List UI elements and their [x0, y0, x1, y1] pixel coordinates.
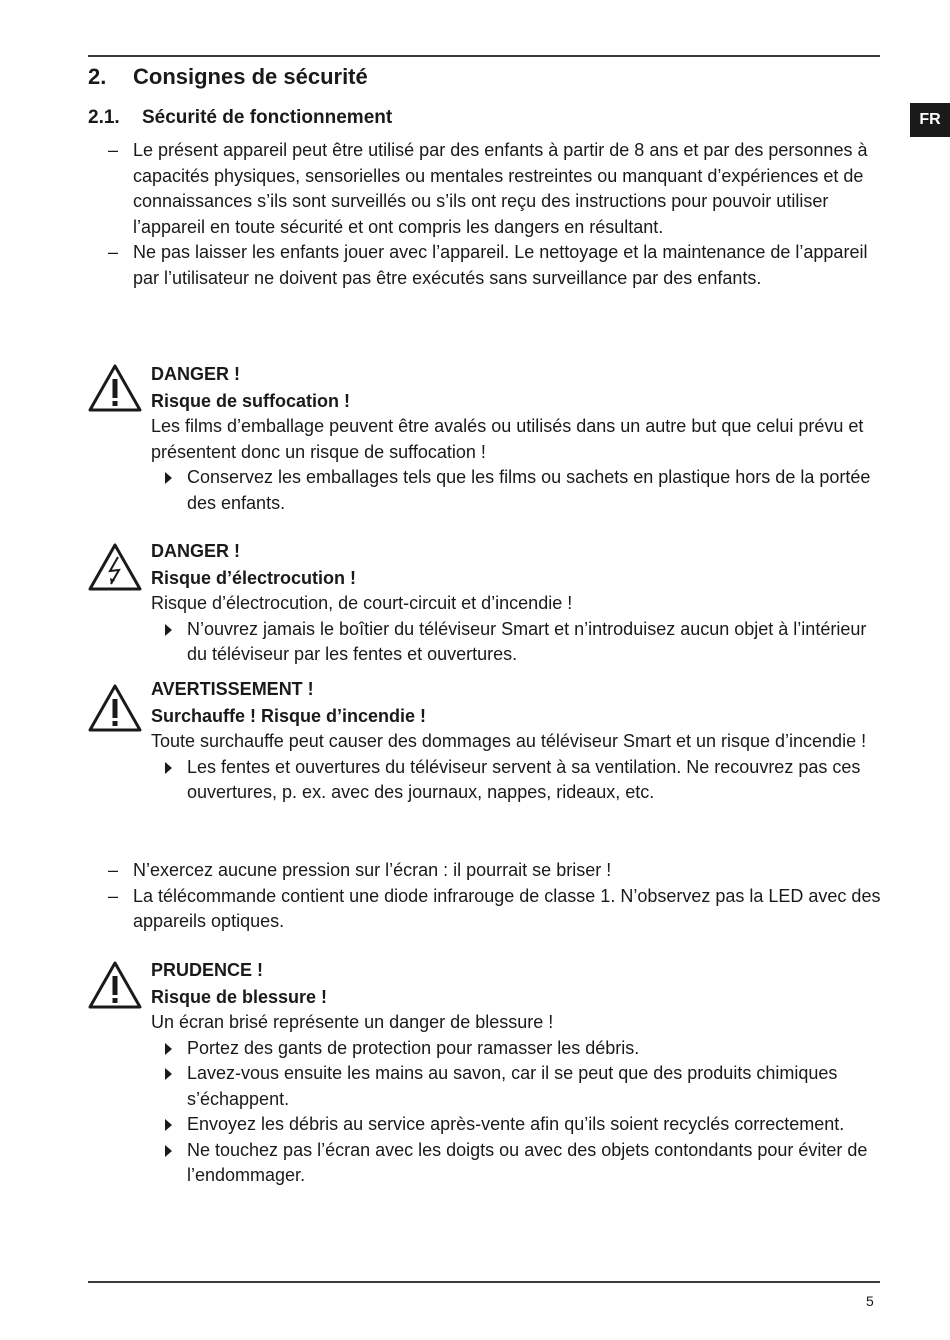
section-title: Consignes de sécurité [133, 64, 368, 89]
warning-body [151, 676, 886, 806]
warning-description: Toute surchauffe peut causer des dommages au téléviseur Smart et un risque d’incendie ! [151, 731, 867, 751]
list-item-text: Ne pas laisser les enfants jouer avec l’appareil. Le nettoyage et la maintenance de l’appareil par l’utilisateur ne doivent pas être exécutés sans surveillance par des enfants. [133, 242, 868, 288]
warning-description: Un écran brisé représente un danger de blessure ! [151, 1012, 554, 1032]
warning-bullets [151, 465, 886, 516]
arrow-bullet-icon [165, 472, 172, 484]
safety-list-2 [108, 858, 888, 935]
warning-bullets [151, 1036, 886, 1189]
bottom-rule [88, 1281, 880, 1283]
bullet-text: Ne touchez pas l’écran avec les doigts ou avec des objets contondants pour éviter de l’endommager. [187, 1139, 868, 1185]
bullet-text: Portez des gants de protection pour ramasser les débris. [187, 1037, 640, 1058]
list-item [108, 858, 888, 884]
list-item [108, 884, 888, 935]
bullet-text: Les fentes et ouvertures du téléviseur servent à sa ventilation. Ne recouvrez pas ces ouvertures, p. ex. avec des journaux, nappes, rideaux, etc. [187, 756, 861, 802]
bullet-item [151, 617, 886, 668]
dash-marker: – [108, 242, 119, 262]
warning-label: AVERTISSEMENT ! [151, 679, 314, 699]
warning-label: DANGER ! [151, 364, 240, 384]
language-tab: FR [910, 103, 950, 137]
section-number: 2. [88, 64, 107, 89]
electric-shock-warning-icon [88, 543, 142, 591]
bullet-item [151, 1061, 886, 1112]
warning-body [151, 957, 886, 1189]
arrow-bullet-icon [165, 1043, 172, 1055]
warning-subtitle: Risque d’électrocution ! [151, 567, 357, 588]
list-item [108, 138, 888, 240]
bullet-item [151, 465, 886, 516]
arrow-bullet-icon [165, 1068, 172, 1080]
top-rule [88, 55, 880, 57]
warning-body [151, 361, 886, 516]
warning-subtitle: Risque de suffocation ! [151, 390, 351, 411]
list-item-text: La télécommande contient une diode infrarouge de classe 1. N’observez pas la LED avec des appareils optiques. [133, 885, 881, 931]
safety-list-1 [108, 138, 888, 291]
bullet-item [151, 1036, 886, 1062]
subsection-number: 2.1. [88, 107, 120, 128]
arrow-bullet-icon [165, 1119, 172, 1131]
section-heading [88, 61, 368, 93]
warning-bullets [151, 617, 886, 668]
arrow-bullet-icon [165, 1145, 172, 1157]
bullet-item [151, 755, 886, 806]
exclamation-warning-icon [88, 961, 142, 1009]
arrow-bullet-icon [165, 762, 172, 774]
exclamation-warning-icon [88, 364, 142, 412]
arrow-bullet-icon [165, 624, 172, 636]
warning-subtitle: Surchauffe ! Risque d’incendie ! [151, 705, 427, 726]
bullet-text: Lavez-vous ensuite les mains au savon, car il se peut que des produits chimiques s’échappent. [187, 1063, 838, 1109]
bullet-text: Envoyez les débris au service après-vente afin qu’ils soient recyclés correctement. [187, 1114, 845, 1134]
warning-description: Les films d’emballage peuvent être avalés ou utilisés dans un autre but que celui prévu et présentent donc un risque de suffocation ! [151, 416, 864, 462]
list-item-text: N’exercez aucune pression sur l’écran : il pourrait se briser ! [133, 860, 612, 880]
bullet-item [151, 1112, 886, 1138]
list-item-text: Le présent appareil peut être utilisé par des enfants à partir de 8 ans et par des personnes à capacités physiques, sensorielles ou mentales restreintes ou manquant d’expériences et de connaissances s’ils sont surveillés ou s’ils ont reçu des instructions pour pouvoir utiliser l’appareil en toute sécurité et ont compris les dangers en résultant. [133, 140, 868, 237]
bullet-item [151, 1138, 886, 1189]
list-item [108, 240, 888, 291]
dash-marker: – [108, 885, 119, 906]
warning-label: DANGER ! [151, 541, 240, 561]
exclamation-warning-icon [88, 684, 142, 732]
dash-marker: – [108, 140, 119, 160]
warning-subtitle: Risque de blessure ! [151, 986, 328, 1007]
subsection-heading [88, 104, 392, 132]
subsection-title: Sécurité de fonctionnement [142, 107, 393, 128]
warning-body [151, 538, 886, 668]
warning-description: Risque d’électrocution, de court-circuit et d’incendie ! [151, 593, 573, 613]
bullet-text: N’ouvrez jamais le boîtier du téléviseur Smart et n’introduisez aucun objet à l’intérieur du téléviseur par les fentes et ouvertures. [187, 618, 867, 664]
warning-bullets [151, 755, 886, 806]
dash-marker: – [108, 860, 119, 880]
page-number: 5 [866, 1293, 874, 1309]
warning-label: PRUDENCE ! [151, 960, 264, 980]
bullet-text: Conservez les emballages tels que les films ou sachets en plastique hors de la portée des enfants. [187, 467, 871, 513]
